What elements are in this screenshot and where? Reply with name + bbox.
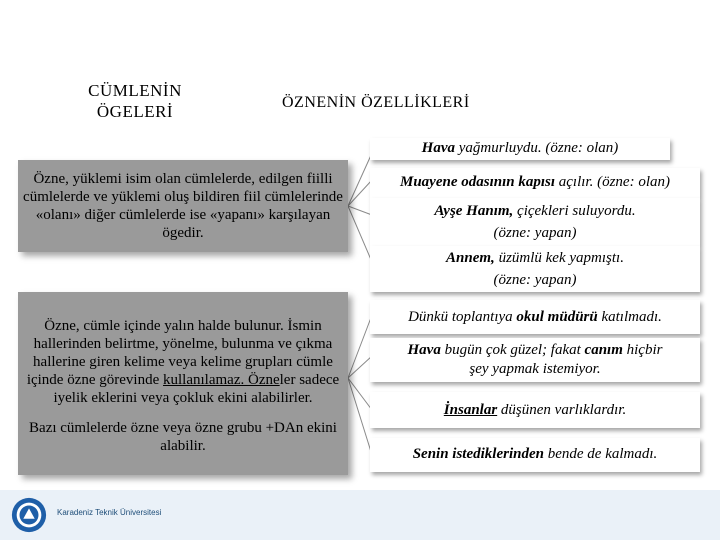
example-6 xyxy=(370,341,700,379)
connector-line xyxy=(348,315,372,378)
connector-line xyxy=(348,356,372,378)
title-left-line1: CÜMLENİN xyxy=(88,81,182,100)
example-2-rest: açılır. (özne: olan) xyxy=(555,174,670,190)
connector-line xyxy=(348,378,372,455)
example-5-after: katılmadı. xyxy=(597,309,662,325)
example-4-subject: Annem, xyxy=(446,250,495,266)
example-1-subject: Hava xyxy=(421,140,455,156)
connector-line xyxy=(348,153,372,206)
example-3-subject: Ayşe Hanım, xyxy=(434,203,514,219)
example-8-rest: bende de kalmadı. xyxy=(543,446,658,462)
example-6-subject1: Hava xyxy=(407,342,441,358)
connector-line xyxy=(348,378,372,410)
example-1-rest: yağmurluydu. (özne: olan) xyxy=(455,140,619,156)
example-2-subject: Muayene odasının kapısı xyxy=(399,174,556,190)
example-4-note: (özne: yapan) xyxy=(493,272,577,288)
example-2 xyxy=(370,174,700,191)
example-5-subject: okul müdürü xyxy=(516,309,598,325)
example-1 xyxy=(370,140,670,157)
example-3 xyxy=(370,200,700,244)
connector-line xyxy=(348,206,372,262)
example-7 xyxy=(370,402,700,419)
title-left-line2: ÖGELERİ xyxy=(96,102,174,121)
properties-box xyxy=(18,292,348,475)
example-6-mid: bugün çok güzel; fakat xyxy=(440,342,585,358)
example-4-rest: üzümlü kek yapmıştı. xyxy=(494,250,624,266)
example-6-line2: şey yapmak istemiyor. xyxy=(469,361,601,377)
connector-line xyxy=(348,180,372,206)
example-4 xyxy=(370,247,700,291)
ktu-logo-icon xyxy=(10,496,48,534)
example-5 xyxy=(370,309,700,326)
university-name: Karadeniz Teknik Üniversitesi xyxy=(57,508,162,517)
definition-text: Özne, yüklemi isim olan cümlelerde, edilgen fiilli cümlelerde ve yüklemi oluş bildiren fiil cümlelerinde «olanı» diğer cümlelerde ise «yapanı» karşılayan ögedir. xyxy=(23,171,343,241)
dan-suffix-paragraph: Bazı cümlelerde özne veya özne grubu +DAn ekini alabilir. xyxy=(29,419,337,454)
example-8 xyxy=(370,446,700,463)
example-5-before: Dünkü toplantıya xyxy=(408,309,517,325)
definition-box xyxy=(18,160,348,252)
properties-text-underlined: kullanılamaz. Özne xyxy=(163,371,280,388)
properties-paragraph xyxy=(22,317,344,407)
example-3-note: (özne: yapan) xyxy=(493,225,577,241)
properties-text-part2: ler sadece iyelik eklerini veya çokluk ekini alabilirler. xyxy=(53,371,340,406)
example-3-rest: çiçekleri suluyordu. xyxy=(513,203,636,219)
example-6-subject2: canım xyxy=(584,342,623,358)
example-7-rest: düşünen varlıklardır. xyxy=(497,402,627,418)
example-7-subject: İnsanlar xyxy=(443,402,498,418)
properties-text-part1: Özne, cümle içinde yalın halde bulunur. İsmin hallerinden belirtme, yönelme, bulunma ve çıkma hallerine giren kelime veya kelime grupları cümle içinde özne görevinde xyxy=(26,317,333,388)
example-6-after: hiçbir xyxy=(622,342,663,358)
title-oznenin-ozellikleri: ÖZNENİN ÖZELLİKLERİ xyxy=(282,94,470,111)
example-8-subject: Senin istediklerinden xyxy=(412,446,544,462)
